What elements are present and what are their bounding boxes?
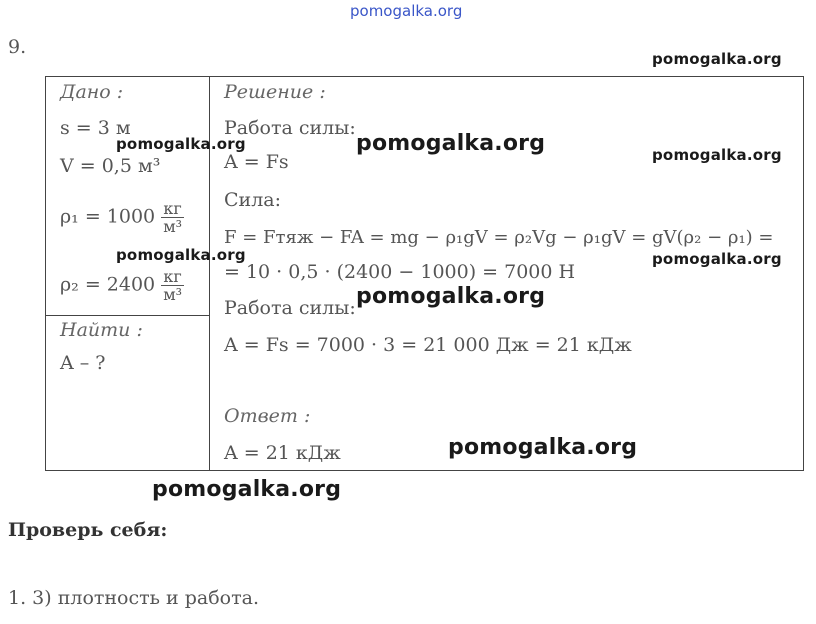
watermark: pomogalka.org [652,50,782,68]
find-label: Найти [60,319,131,341]
watermark: pomogalka.org [356,284,546,309]
check-answer-item: 1. 3) плотность и работа. [8,587,259,609]
find-heading [60,319,143,341]
given-rho1-value: ρ₁ = 1000 [60,205,156,228]
table-top-border [45,76,804,77]
find-value: A – ? [60,352,106,374]
watermark: pomogalka.org [652,250,782,268]
unit-denominator: м³ [163,217,183,236]
watermark: pomogalka.org [116,246,246,264]
find-colon: : [136,319,143,341]
answer-value: A = 21 кДж [224,442,341,464]
given-rho2-value: ρ₂ = 2400 [60,273,156,296]
given-rho2 [60,268,184,303]
watermark: pomogalka.org [652,146,782,164]
given-heading [60,81,123,103]
table-bottom-border [45,470,804,471]
given-colon: : [116,81,124,103]
given-rho2-unit [161,268,184,303]
table-right-border [803,76,804,471]
unit-numerator: кг [163,199,182,218]
work-calculation: A = Fs = 7000 · 3 = 21 000 Дж = 21 кДж [224,334,632,356]
given-s: s = 3 м [60,117,131,139]
table-row-divider [45,315,210,316]
force-equation-line-2: = 10 · 0,5 · (2400 − 1000) = 7000 Н [224,261,576,283]
watermark: pomogalka.org [356,131,546,156]
answer-heading [224,405,310,427]
unit-denominator: м³ [163,285,183,304]
check-yourself-title: Проверь себя: [8,519,168,541]
table-left-border [45,76,46,471]
force-equation-line-1: F = Fтяж − FA = mg − ρ₁gV = ρ₂Vg − ρ₁gV = gV(ρ₂ − ρ₁) = [224,227,774,248]
problem-number: 9. [8,36,27,58]
watermark: pomogalka.org [448,435,638,460]
work-label-2: Работа силы: [224,297,356,319]
answer-label: Ответ [224,405,298,427]
watermark: pomogalka.org [116,135,246,153]
given-label: Дано [60,81,111,103]
solution-colon: : [319,81,326,103]
solution-label: Решение [224,81,314,103]
given-v: V = 0,5 м³ [60,155,161,177]
site-header-link[interactable]: pomogalka.org [350,2,463,20]
force-label: Сила: [224,189,281,211]
given-rho1-unit [161,200,184,235]
answer-colon: : [303,405,311,427]
work-formula: A = Fs [224,151,289,173]
work-label-1: Работа силы: [224,117,356,139]
solution-heading [224,81,326,103]
given-rho1 [60,200,184,235]
watermark: pomogalka.org [152,477,342,502]
unit-numerator: кг [163,267,182,286]
